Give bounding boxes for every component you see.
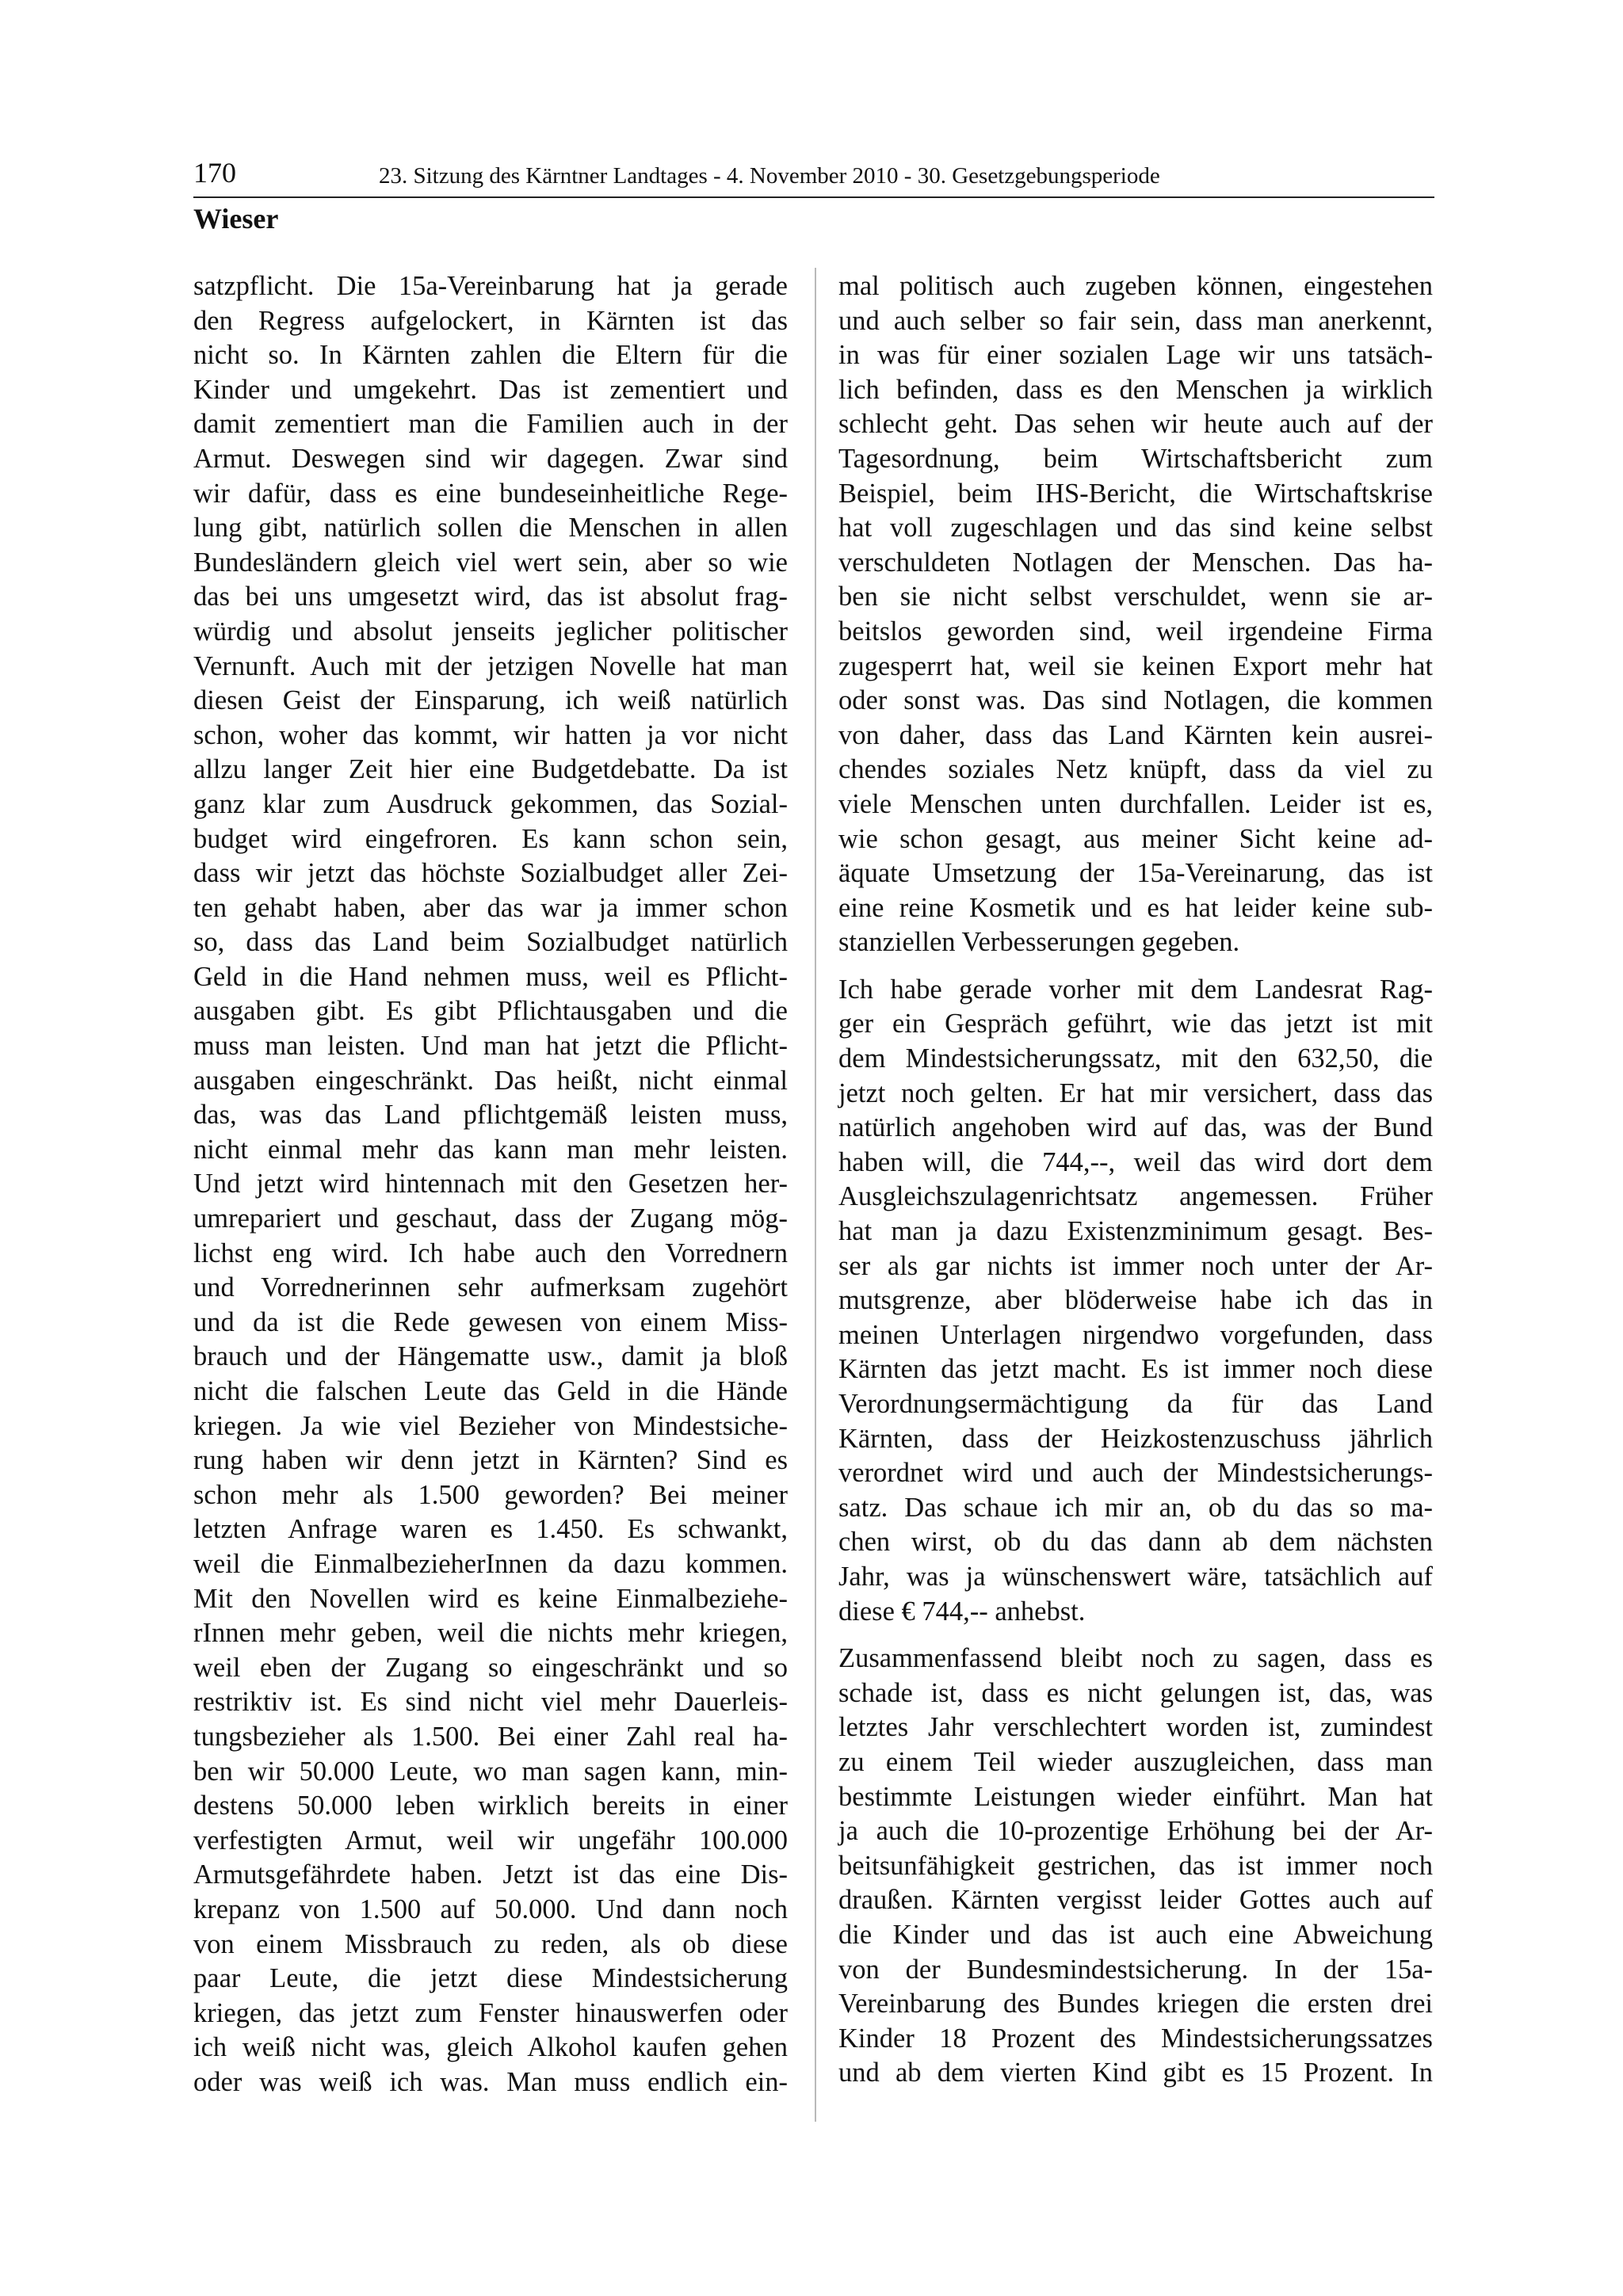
text-line: ja auch die 10-prozentige Erhöhung bei der Ar-	[838, 1816, 1433, 1847]
text-line: ausgaben eingeschränkt. Das heißt, nicht einmal	[193, 1065, 788, 1096]
right-column	[838, 269, 1433, 2091]
text-line: nicht einmal mehr das kann man mehr leisten.	[193, 1134, 788, 1165]
text-line: diesen Geist der Einsparung, ich weiß natürlich	[193, 685, 788, 716]
text-line: Armutsgefährdete haben. Jetzt ist das eine Dis-	[193, 1859, 788, 1890]
text-line: von einem Missbrauch zu reden, als ob diese	[193, 1928, 788, 1959]
text-line: budget wird eingefroren. Es kann schon sein,	[193, 823, 788, 854]
text-line: letzten Anfrage waren es 1.450. Es schwankt,	[193, 1514, 788, 1545]
text-line: Verordnungsermächtigung da für das Land	[838, 1389, 1433, 1419]
text-line: Zusammenfassend bleibt noch zu sagen, dass es	[838, 1643, 1433, 1674]
paragraph	[838, 973, 1433, 1629]
paragraph	[838, 269, 1433, 960]
text-line: verfestigten Armut, weil wir ungefähr 100.000	[193, 1825, 788, 1855]
text-line: beitsunfähigkeit gestrichen, das ist immer noch	[838, 1850, 1433, 1881]
text-line: und Vorrednerinnen sehr aufmerksam zugehört	[193, 1272, 788, 1303]
text-line: chendes soziales Netz knüpft, dass da viel zu	[838, 754, 1433, 785]
text-line: damit zementiert man die Familien auch in der	[193, 409, 788, 440]
text-line: kriegen, das jetzt zum Fenster hinauswerfen oder	[193, 1997, 788, 2028]
text-line: zu einem Teil wieder auszugleichen, dass man	[838, 1746, 1433, 1777]
text-line: Kinder 18 Prozent des Mindestsicherungssatzes	[838, 2023, 1433, 2054]
text-line: diese € 744,-- anhebst.	[838, 1596, 1086, 1627]
text-line: ser als gar nichts ist immer noch unter der Ar-	[838, 1250, 1433, 1281]
text-line: weil die EinmalbezieherInnen da dazu kommen.	[193, 1548, 788, 1579]
text-line: den Regress aufgelockert, in Kärnten ist das	[193, 305, 788, 336]
text-line: Mit den Novellen wird es keine Einmalbeziehe-	[193, 1583, 788, 1614]
text-line: restriktiv ist. Es sind nicht viel mehr Dauerleis-	[193, 1687, 788, 1718]
text-line: Und jetzt wird hintennach mit den Gesetzen her-	[193, 1169, 788, 1199]
text-line: rInnen mehr geben, weil die nichts mehr kriegen,	[193, 1618, 788, 1649]
text-line: in was für einer sozialen Lage wir uns tatsäch-	[838, 340, 1433, 371]
text-line: brauch und der Hängematte usw., damit ja bloß	[193, 1341, 788, 1372]
text-line: und ab dem vierten Kind gibt es 15 Prozent. In	[838, 2058, 1433, 2088]
text-line: nicht so. In Kärnten zahlen die Eltern für die	[193, 340, 788, 371]
text-line: draußen. Kärnten vergisst leider Gottes auch auf	[838, 1885, 1433, 1916]
text-line: Armut. Deswegen sind wir dagegen. Zwar sind	[193, 443, 788, 474]
text-line: haben will, die 744,--, weil das wird dort dem	[838, 1146, 1433, 1177]
text-line: oder sonst was. Das sind Notlagen, die kommen	[838, 685, 1433, 716]
text-line: schon, woher das kommt, wir hatten ja vor nicht	[193, 719, 788, 750]
text-line: Kärnten das jetzt macht. Es ist immer noch diese	[838, 1354, 1433, 1385]
text-line: ich weiß nicht was, gleich Alkohol kaufen gehen	[193, 2032, 788, 2063]
text-line: viele Menschen unten durchfallen. Leider ist es,	[838, 788, 1433, 819]
text-line: dass wir jetzt das höchste Sozialbudget aller Zei-	[193, 858, 788, 889]
running-header: 23. Sitzung des Kärntner Landtages - 4. November 2010 - 30. Gesetzgebungsperiode	[379, 163, 1160, 189]
text-line: verschuldeten Notlagen der Menschen. Das ha-	[838, 547, 1433, 578]
text-line: meinen Unterlagen nirgendwo vorgefunden, dass	[838, 1319, 1433, 1350]
text-line: Beispiel, beim IHS-Bericht, die Wirtschaftskrise	[838, 478, 1433, 509]
text-line: und auch selber so fair sein, dass man anerkennt,	[838, 305, 1433, 336]
text-line: paar Leute, die jetzt diese Mindestsicherung	[193, 1963, 788, 1994]
text-line: von der Bundesmindestsicherung. In der 15a-	[838, 1954, 1433, 1985]
text-line: die Kinder und das ist auch eine Abweichung	[838, 1919, 1433, 1950]
text-line: rung haben wir denn jetzt in Kärnten? Sind es	[193, 1445, 788, 1476]
text-line: lich befinden, dass es den Menschen ja wirklich	[838, 374, 1433, 405]
text-line: Kinder und umgekehrt. Das ist zementiert und	[193, 374, 788, 405]
text-line: Tagesordnung, beim Wirtschaftsbericht zum	[838, 443, 1433, 474]
text-line: muss man leisten. Und man hat jetzt die Pflicht-	[193, 1031, 788, 1062]
text-line: Vereinbarung des Bundes kriegen die ersten drei	[838, 1989, 1433, 2019]
text-line: ganz klar zum Ausdruck gekommen, das Sozial-	[193, 788, 788, 819]
text-line: ten gehabt haben, aber das war ja immer schon	[193, 892, 788, 923]
text-line: hat man ja dazu Existenzminimum gesagt. Bes-	[838, 1216, 1433, 1247]
text-line: Ausgleichszulagenrichtsatz angemessen. Früher	[838, 1181, 1433, 1212]
text-line: dem Mindestsicherungssatz, mit den 632,50, die	[838, 1043, 1433, 1074]
text-line: Geld in die Hand nehmen muss, weil es Pflicht-	[193, 961, 788, 992]
column-divider	[815, 268, 816, 2122]
text-line: mutsgrenze, aber blöderweise habe ich das in	[838, 1285, 1433, 1316]
text-line: krepanz von 1.500 auf 50.000. Und dann noch	[193, 1894, 788, 1924]
text-line: mal politisch auch zugeben können, eingestehen	[838, 271, 1433, 301]
text-line: das bei uns umgesetzt wird, das ist absolut frag-	[193, 582, 788, 612]
text-line: Bundesländern gleich viel wert sein, aber so wie	[193, 547, 788, 578]
text-line: eine reine Kosmetik und es hat leider keine sub-	[838, 892, 1433, 923]
text-line: so, dass das Land beim Sozialbudget natürlich	[193, 927, 788, 958]
text-line: wir dafür, dass es eine bundeseinheitliche Rege-	[193, 478, 788, 509]
text-line: destens 50.000 leben wirklich bereits in einer	[193, 1791, 788, 1821]
text-line: verordnet wird und auch der Mindestsicherungs-	[838, 1458, 1433, 1489]
text-line: ger ein Gespräch geführt, wie das jetzt ist mit	[838, 1009, 1433, 1039]
text-line: tungsbezieher als 1.500. Bei einer Zahl real ha-	[193, 1721, 788, 1752]
text-line: hat voll zugeschlagen und das sind keine selbst	[838, 513, 1433, 543]
text-line: satz. Das schaue ich mir an, ob du das so ma-	[838, 1492, 1433, 1523]
text-line: lung gibt, natürlich sollen die Menschen in allen	[193, 513, 788, 543]
text-line: natürlich angehoben wird auf das, was der Bund	[838, 1112, 1433, 1143]
header-rule	[193, 196, 1434, 198]
text-line: satzpflicht. Die 15a-Vereinbarung hat ja gerade	[193, 271, 788, 301]
text-line: nicht die falschen Leute das Geld in die Hände	[193, 1376, 788, 1406]
text-line: umrepariert und geschaut, dass der Zugang mög-	[193, 1203, 788, 1234]
text-line: wie schon gesagt, aus meiner Sicht keine ad-	[838, 823, 1433, 854]
speaker-name: Wieser	[193, 203, 279, 235]
text-line: weil eben der Zugang so eingeschränkt und so	[193, 1652, 788, 1683]
text-line: und da ist die Rede gewesen von einem Miss-	[193, 1306, 788, 1337]
text-line: beitslos geworden sind, weil irgendeine Firma	[838, 616, 1433, 646]
text-line: oder was weiß ich was. Man muss endlich ein-	[193, 2066, 788, 2097]
paragraph	[838, 1642, 1433, 2091]
text-line: chen wirst, ob du das dann ab dem nächsten	[838, 1527, 1433, 1558]
left-column	[193, 269, 788, 2100]
paragraph-gap	[838, 960, 1433, 973]
text-line: schade ist, dass es nicht gelungen ist, das, was	[838, 1677, 1433, 1708]
text-line: ausgaben gibt. Es gibt Pflichtausgaben und die	[193, 996, 788, 1027]
text-line: ben wir 50.000 Leute, wo man sagen kann, min-	[193, 1756, 788, 1787]
text-line: Vernunft. Auch mit der jetzigen Novelle hat man	[193, 650, 788, 681]
text-line: Jahr, was ja wünschenswert wäre, tatsächlich auf	[838, 1561, 1433, 1592]
text-line: lichst eng wird. Ich habe auch den Vorrednern	[193, 1238, 788, 1268]
text-line: würdig und absolut jenseits jeglicher politischer	[193, 616, 788, 646]
text-line: ben sie nicht selbst verschuldet, wenn sie ar-	[838, 582, 1433, 612]
text-line: Kärnten, dass der Heizkostenzuschuss jährlich	[838, 1423, 1433, 1454]
text-line: letztes Jahr verschlechtert worden ist, zumindest	[838, 1712, 1433, 1743]
text-line: kriegen. Ja wie viel Bezieher von Mindestsiche-	[193, 1410, 788, 1441]
text-line: jetzt noch gelten. Er hat mir versichert, dass das	[838, 1077, 1433, 1108]
page-number: 170	[193, 157, 236, 189]
text-line: das, was das Land pflichtgemäß leisten muss,	[193, 1100, 788, 1131]
text-line: stanziellen Verbesserungen gegeben.	[838, 927, 1240, 958]
text-line: bestimmte Leistungen wieder einführt. Man hat	[838, 1781, 1433, 1812]
text-line: schon mehr als 1.500 geworden? Bei meiner	[193, 1479, 788, 1510]
text-line: von daher, dass das Land Kärnten kein ausrei-	[838, 719, 1433, 750]
text-line: zugesperrt hat, weil sie keinen Export mehr hat	[838, 650, 1433, 681]
text-line: Ich habe gerade vorher mit dem Landesrat Rag-	[838, 974, 1433, 1005]
text-line: äquate Umsetzung der 15a-Vereinarung, das ist	[838, 858, 1433, 889]
text-line: allzu langer Zeit hier eine Budgetdebatte. Da ist	[193, 754, 788, 785]
text-line: schlecht geht. Das sehen wir heute auch auf der	[838, 409, 1433, 440]
paragraph-gap	[838, 1629, 1433, 1642]
